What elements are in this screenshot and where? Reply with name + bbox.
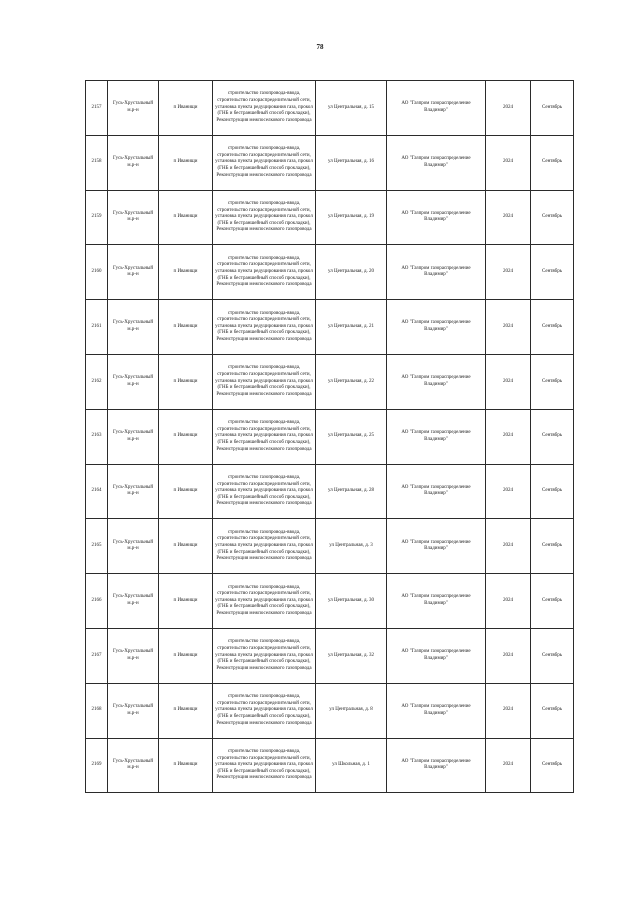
table-row [86,628,574,683]
row-number: 2160 [86,245,108,300]
table-row [86,81,574,136]
table-row [86,135,574,190]
row-number: 2166 [86,574,108,629]
district-cell: Гусь-Хрустальный м.р-н [108,190,159,245]
district-cell: Гусь-Хрустальный м.р-н [108,245,159,300]
settlement-cell: п Иванищи [159,683,213,738]
address-cell: ул Центральная, д. 30 [316,574,387,629]
year-cell: 2024 [486,190,531,245]
address-cell: ул Центральная, д. 3 [316,519,387,574]
year-cell: 2024 [486,574,531,629]
district-cell: Гусь-Хрустальный м.р-н [108,738,159,793]
month-cell: Сентябрь [531,245,574,300]
row-number: 2168 [86,683,108,738]
year-cell: 2024 [486,245,531,300]
month-cell: Сентябрь [531,354,574,409]
settlement-cell: п Иванищи [159,574,213,629]
address-cell: ул Центральная, д. 20 [316,245,387,300]
settlement-cell: п Иванищи [159,464,213,519]
operator-cell: АО "Газпром газораспределение Владимир" [387,300,486,355]
table-body [86,81,574,793]
operator-cell: АО "Газпром газораспределение Владимир" [387,574,486,629]
year-cell: 2024 [486,738,531,793]
month-cell: Сентябрь [531,135,574,190]
district-cell: Гусь-Хрустальный м.р-н [108,409,159,464]
address-cell: ул Центральная, д. 22 [316,354,387,409]
row-number: 2157 [86,81,108,136]
work-description-cell: строительство газопровода-ввода, строительство газораспределительной сети, установка пункта редуцирования газа, прокол (ГНБ и бестраншейный способ прокладки), Реконструкция межпоселкового газопровода [213,574,316,629]
month-cell: Сентябрь [531,409,574,464]
operator-cell: АО "Газпром газораспределение Владимир" [387,683,486,738]
operator-cell: АО "Газпром газораспределение Владимир" [387,135,486,190]
month-cell: Сентябрь [531,738,574,793]
district-cell: Гусь-Хрустальный м.р-н [108,628,159,683]
year-cell: 2024 [486,683,531,738]
work-description-cell: строительство газопровода-ввода, строительство газораспределительной сети, установка пункта редуцирования газа, прокол (ГНБ и бестраншейный способ прокладки), Реконструкция межпоселкового газопровода [213,519,316,574]
settlement-cell: п Иванищи [159,519,213,574]
year-cell: 2024 [486,464,531,519]
work-description-cell: строительство газопровода-ввода, строительство газораспределительной сети, установка пункта редуцирования газа, прокол (ГНБ и бестраншейный способ прокладки), Реконструкция межпоселкового газопровода [213,628,316,683]
year-cell: 2024 [486,409,531,464]
address-cell: ул Центральная, д. 19 [316,190,387,245]
operator-cell: АО "Газпром газораспределение Владимир" [387,409,486,464]
row-number: 2169 [86,738,108,793]
work-description-cell: строительство газопровода-ввода, строительство газораспределительной сети, установка пункта редуцирования газа, прокол (ГНБ и бестраншейный способ прокладки), Реконструкция межпоселкового газопровода [213,354,316,409]
table-row [86,738,574,793]
year-cell: 2024 [486,354,531,409]
operator-cell: АО "Газпром газораспределение Владимир" [387,245,486,300]
page-number: 78 [316,43,324,51]
operator-cell: АО "Газпром газораспределение Владимир" [387,190,486,245]
row-number: 2163 [86,409,108,464]
row-number: 2167 [86,628,108,683]
work-description-cell: строительство газопровода-ввода, строительство газораспределительной сети, установка пункта редуцирования газа, прокол (ГНБ и бестраншейный способ прокладки), Реконструкция межпоселкового газопровода [213,464,316,519]
year-cell: 2024 [486,81,531,136]
table-row [86,683,574,738]
district-cell: Гусь-Хрустальный м.р-н [108,300,159,355]
row-number: 2159 [86,190,108,245]
table-row [86,409,574,464]
work-description-cell: строительство газопровода-ввода, строительство газораспределительной сети, установка пункта редуцирования газа, прокол (ГНБ и бестраншейный способ прокладки), Реконструкция межпоселкового газопровода [213,245,316,300]
work-description-cell: строительство газопровода-ввода, строительство газораспределительной сети, установка пункта редуцирования газа, прокол (ГНБ и бестраншейный способ прокладки), Реконструкция межпоселкового газопровода [213,135,316,190]
work-description-cell: строительство газопровода-ввода, строительство газораспределительной сети, установка пункта редуцирования газа, прокол (ГНБ и бестраншейный способ прокладки), Реконструкция межпоселкового газопровода [213,300,316,355]
district-cell: Гусь-Хрустальный м.р-н [108,354,159,409]
month-cell: Сентябрь [531,464,574,519]
settlement-cell: п Иванищи [159,409,213,464]
month-cell: Сентябрь [531,300,574,355]
row-number: 2162 [86,354,108,409]
work-description-cell: строительство газопровода-ввода, строительство газораспределительной сети, установка пункта редуцирования газа, прокол (ГНБ и бестраншейный способ прокладки), Реконструкция межпоселкового газопровода [213,738,316,793]
district-cell: Гусь-Хрустальный м.р-н [108,683,159,738]
settlement-cell: п Иванищи [159,738,213,793]
settlement-cell: п Иванищи [159,135,213,190]
row-number: 2158 [86,135,108,190]
month-cell: Сентябрь [531,190,574,245]
table-row [86,574,574,629]
table-row [86,190,574,245]
work-description-cell: строительство газопровода-ввода, строительство газораспределительной сети, установка пункта редуцирования газа, прокол (ГНБ и бестраншейный способ прокладки), Реконструкция межпоселкового газопровода [213,81,316,136]
settlement-cell: п Иванищи [159,245,213,300]
gasification-table [85,80,574,793]
settlement-cell: п Иванищи [159,300,213,355]
operator-cell: АО "Газпром газораспределение Владимир" [387,81,486,136]
district-cell: Гусь-Хрустальный м.р-н [108,81,159,136]
address-cell: ул Центральная, д. 16 [316,135,387,190]
table-row [86,464,574,519]
district-cell: Гусь-Хрустальный м.р-н [108,519,159,574]
district-cell: Гусь-Хрустальный м.р-н [108,464,159,519]
row-number: 2165 [86,519,108,574]
address-cell: ул Центральная, д. 32 [316,628,387,683]
table-row [86,354,574,409]
work-description-cell: строительство газопровода-ввода, строительство газораспределительной сети, установка пункта редуцирования газа, прокол (ГНБ и бестраншейный способ прокладки), Реконструкция межпоселкового газопровода [213,409,316,464]
settlement-cell: п Иванищи [159,354,213,409]
settlement-cell: п Иванищи [159,81,213,136]
year-cell: 2024 [486,519,531,574]
address-cell: ул Центральная, д. 25 [316,409,387,464]
table-row [86,300,574,355]
month-cell: Сентябрь [531,519,574,574]
work-description-cell: строительство газопровода-ввода, строительство газораспределительной сети, установка пункта редуцирования газа, прокол (ГНБ и бестраншейный способ прокладки), Реконструкция межпоселкового газопровода [213,683,316,738]
work-description-cell: строительство газопровода-ввода, строительство газораспределительной сети, установка пункта редуцирования газа, прокол (ГНБ и бестраншейный способ прокладки), Реконструкция межпоселкового газопровода [213,190,316,245]
operator-cell: АО "Газпром газораспределение Владимир" [387,354,486,409]
table-row [86,519,574,574]
row-number: 2161 [86,300,108,355]
operator-cell: АО "Газпром газораспределение Владимир" [387,464,486,519]
month-cell: Сентябрь [531,683,574,738]
month-cell: Сентябрь [531,574,574,629]
operator-cell: АО "Газпром газораспределение Владимир" [387,738,486,793]
year-cell: 2024 [486,628,531,683]
operator-cell: АО "Газпром газораспределение Владимир" [387,519,486,574]
table-row [86,245,574,300]
year-cell: 2024 [486,300,531,355]
district-cell: Гусь-Хрустальный м.р-н [108,574,159,629]
address-cell: ул Школьная, д. 1 [316,738,387,793]
settlement-cell: п Иванищи [159,190,213,245]
district-cell: Гусь-Хрустальный м.р-н [108,135,159,190]
address-cell: ул Центральная, д. 8 [316,683,387,738]
row-number: 2164 [86,464,108,519]
settlement-cell: п Иванищи [159,628,213,683]
operator-cell: АО "Газпром газораспределение Владимир" [387,628,486,683]
year-cell: 2024 [486,135,531,190]
month-cell: Сентябрь [531,628,574,683]
address-cell: ул Центральная, д. 15 [316,81,387,136]
address-cell: ул Центральная, д. 28 [316,464,387,519]
month-cell: Сентябрь [531,81,574,136]
address-cell: ул Центральная, д. 21 [316,300,387,355]
